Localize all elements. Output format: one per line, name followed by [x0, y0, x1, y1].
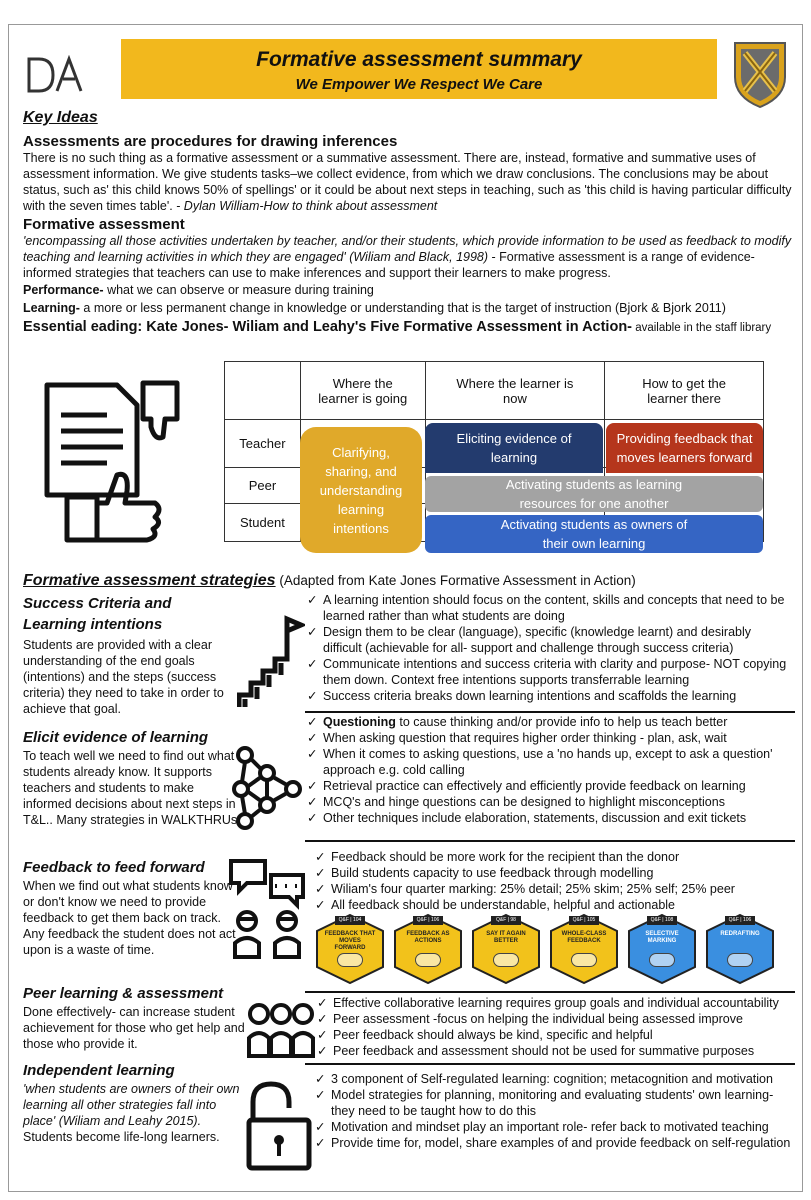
section-divider [305, 840, 795, 842]
bullets-feedback [315, 849, 793, 913]
assessments-body [23, 150, 793, 214]
bullet-item: ✓ Other techniques include elaboration, statements, discussion and exit tickets [307, 811, 747, 825]
essential-label: Essential eading: Kate Jones- Wiliam and Leahy's Five Formative Assessment in Action- [23, 319, 632, 335]
card-label: SELECTIVE MARKING [645, 931, 679, 944]
check-icon: ✓ [307, 625, 318, 639]
bullet-item: ✓ Peer feedback and assessment should not be used for summative purposes [317, 1044, 755, 1058]
card-illustration [337, 953, 363, 967]
section-title: Peer learning & assessment [23, 985, 224, 1002]
bullet-item: ✓ 3 component of Self-regulated learning: cognition; metacognition and motivation [315, 1072, 773, 1086]
assessments-text: There is no such thing as a formative assessment or a summative assessment. There are, instead, formative and summative uses of assessment information. We give students tasks–we collect evidence, from which we draw conclusions. The conclusions may be about status, such as' this child knows 50% of spellings' or it could be about next steps in teaching, such as 'this child is having particular difficulty with the seven times table'. [23, 151, 792, 213]
bullets-independent-learning [315, 1071, 793, 1151]
check-icon: ✓ [307, 811, 318, 825]
check-icon: ✓ [307, 715, 318, 729]
bullet-item: ✓ Peer feedback should always be kind, specific and helpful [317, 1028, 653, 1042]
assessments-heading: Assessments are procedures for drawing inferences [23, 133, 398, 150]
section-title: Success Criteria and Learning intentions [23, 595, 172, 633]
check-icon: ✓ [315, 1088, 326, 1102]
learning-label: Learning- [23, 301, 80, 315]
performance-line [23, 282, 793, 298]
card-illustration [415, 953, 441, 967]
bullets-success-criteria [307, 592, 793, 704]
bullet-item: ✓ Retrieval practice can effectively and efficiently provide feedback on learning [307, 779, 746, 793]
page-subtitle: We Empower We Respect We Care [295, 76, 543, 93]
school-crest-icon [731, 39, 789, 109]
section-quote: 'when students are owners of their own learning all other strategies fall into place' (Wiliam and Leahy 2015). [23, 1082, 240, 1128]
card-tag: Q&F | 106 [725, 916, 755, 925]
section-divider [305, 991, 795, 993]
walkthru-card [315, 913, 385, 985]
section-title: Independent learning [23, 1062, 175, 1079]
essential-reading-line [23, 318, 793, 337]
bullet-item: ✓ A learning intention should focus on the content, skills and concepts that need to be learned rather than what students are doing [307, 593, 785, 623]
grid-corner [225, 362, 301, 420]
check-icon: ✓ [315, 882, 326, 896]
card-illustration [493, 953, 519, 967]
people-talking-icon [227, 857, 307, 969]
performance-text: what we can observe or measure during training [103, 283, 374, 297]
learning-line [23, 300, 793, 316]
walkthru-card [627, 913, 697, 985]
bullet-item: ✓ Build students capacity to use feedback through modelling [315, 866, 654, 880]
strategies-heading-line [23, 572, 793, 590]
check-icon: ✓ [307, 795, 318, 809]
section-body: Students become life-long learners. [23, 1130, 220, 1144]
card-tag: Q&F | 105 [569, 916, 599, 925]
check-icon: ✓ [307, 731, 318, 745]
performance-label: Performance- [23, 283, 104, 297]
bullet-item: ✓ When it comes to asking questions, use a 'no hands up, except to ask a question' approach e.g. cold calling [307, 747, 773, 777]
cell-owners: Activating students as owners of their own learning [425, 515, 763, 553]
thumbs-document-icon [37, 375, 187, 545]
bullet-item: ✓ Questioning to cause thinking and/or provide info to help us teach better [307, 715, 728, 729]
formative-quote: 'encompassing all those activities undertaken by teacher, and/or their students, which provide information to be used as feedback to modify teaching and learning activities in which they are engaged' (Wiliam and Black, 1998) [23, 234, 792, 264]
bullet-item: ✓ Wiliam's four quarter marking: 25% detail; 25% skim; 25% self; 25% peer [315, 882, 735, 896]
cell-feedback: Providing feedback that moves learners forward [606, 423, 763, 473]
section-title: Elicit evidence of learning [23, 729, 209, 746]
check-icon: ✓ [315, 1136, 326, 1150]
grid-row-header: Teacher [225, 420, 301, 468]
summary-page [8, 24, 803, 1192]
page-title: Formative assessment summary [256, 48, 582, 71]
bullet-item: ✓ All feedback should be understandable, helpful and actionable [315, 898, 676, 912]
section-divider [305, 711, 795, 713]
bullet-item: ✓ Provide time for, model, share examples of and provide feedback on self-regulation [315, 1136, 791, 1150]
bullet-item: ✓ Design them to be clear (language), specific (knowledge learnt) and desirably difficult (achievable for all- support and challenge through success criteria) [307, 625, 752, 655]
card-tag: Q&F | 104 [335, 916, 365, 925]
card-illustration [649, 953, 675, 967]
grid-col-header: Where the learner is now [425, 362, 605, 420]
check-icon: ✓ [317, 1012, 328, 1026]
grid-row-header: Peer [225, 468, 301, 504]
bullet-item: ✓ Model strategies for planning, monitoring and evaluating students' own learning- they need to be taught how to do this [315, 1088, 774, 1118]
bullet-item: ✓ Motivation and mindset play an important role- refer back to motivated teaching [315, 1120, 769, 1134]
grid-col-header: How to get the learner there [605, 362, 764, 420]
check-icon: ✓ [307, 593, 318, 607]
stairs-flag-icon [237, 615, 305, 711]
check-icon: ✓ [317, 1044, 328, 1058]
group-people-icon [245, 1000, 317, 1062]
card-illustration [727, 953, 753, 967]
cell-peers: Activating students as learning resources for one another [425, 476, 763, 512]
check-icon: ✓ [317, 1028, 328, 1042]
card-label: SAY IT AGAIN BETTER [486, 931, 526, 944]
card-label: REDRAFTING [720, 931, 760, 937]
formative-heading: Formative assessment [23, 216, 185, 233]
bullets-peer-learning [317, 995, 793, 1059]
check-icon: ✓ [315, 850, 326, 864]
check-icon: ✓ [315, 866, 326, 880]
formative-text: - Formative assessment is a range of evidence-informed strategies that teachers can use to make inferences and support their learners to make progress. [23, 250, 755, 280]
essential-text: available in the staff library [632, 322, 772, 334]
grid-row-header: Student [225, 504, 301, 542]
card-label: WHOLE-CLASS FEEDBACK [561, 931, 607, 944]
walkthru-card [549, 913, 619, 985]
check-icon: ✓ [307, 689, 318, 703]
bullet-item: ✓ When asking question that requires higher order thinking - plan, ask, wait [307, 731, 727, 745]
bullet-item: ✓ Effective collaborative learning requires group goals and individual accountability [317, 996, 779, 1010]
section-divider [305, 1063, 795, 1065]
network-nodes-icon [231, 743, 303, 833]
section-body: To teach well we need to find out what students already know. It supports teachers and students to make informed decisions about next steps in T&L.. Many strategies in WALKTHRUs [23, 749, 238, 827]
grid-col-header: Where the learner is going [300, 362, 425, 420]
card-label: FEEDBACK THAT MOVES FORWARD [324, 931, 376, 951]
check-icon: ✓ [307, 779, 318, 793]
strategies-note: (Adapted from Kate Jones Formative Assessment in Action) [275, 573, 636, 588]
walkthru-card [471, 913, 541, 985]
walkthru-card [705, 913, 775, 985]
check-icon: ✓ [307, 657, 318, 671]
section-title: Feedback to feed forward [23, 859, 205, 876]
section-body: Done effectively- can increase student achievement for those who get help and those who provide it. [23, 1005, 245, 1051]
card-illustration [571, 953, 597, 967]
card-label: FEEDBACK AS ACTIONS [406, 931, 450, 944]
check-icon: ✓ [315, 1072, 326, 1086]
check-icon: ✓ [307, 747, 318, 761]
bullet-item: ✓ MCQ's and hinge questions can be designed to highlight misconceptions [307, 795, 725, 809]
bullet-item: ✓ Communicate intentions and success criteria with clarity and purpose- NOT copying them down. Context free intentions supports transferrable learning [307, 657, 787, 687]
section-body: Students are provided with a clear understanding of the end goals (intentions) and the steps (success criteria) they need to take in order to achieve that goal. [23, 638, 224, 716]
da-logo-icon [25, 55, 85, 95]
bullet-item: ✓ Peer assessment -focus on helping the individual being assessed improve [317, 1012, 743, 1026]
unlocked-padlock-icon [245, 1080, 313, 1172]
strategies-heading: Formative assessment strategies [23, 572, 276, 589]
cell-eliciting: Eliciting evidence of learning [425, 423, 603, 473]
check-icon: ✓ [315, 1120, 326, 1134]
card-tag: Q&F | 108 [647, 916, 677, 925]
bullet-item: ✓ Feedback should be more work for the recipient than the donor [315, 850, 680, 864]
check-icon: ✓ [317, 996, 328, 1010]
key-ideas-heading: Key Ideas [23, 109, 98, 126]
title-banner [121, 39, 717, 99]
card-tag: Q&F | 98 [491, 916, 521, 925]
learning-text: a more or less permanent change in knowledge or understanding that is the target of instruction (Bjork & Bjork 2011) [79, 301, 726, 315]
section-body: When we find out what students know or don't know we need to provide feedback to get them back on track. Any feedback the student does not act upon is a waste of time. [23, 879, 236, 957]
cell-clarifying: Clarifying, sharing, and understanding learning intentions [300, 427, 422, 553]
bullet-item: ✓ Success criteria breaks down learning intentions and scaffolds the learning [307, 689, 737, 703]
check-icon: ✓ [315, 898, 326, 912]
walkthru-card [393, 913, 463, 985]
formative-body [23, 233, 793, 281]
assessments-citation: - Dylan William-How to think about assessment [172, 199, 438, 213]
bullets-elicit-evidence [307, 714, 793, 826]
card-tag: Q&F | 106 [413, 916, 443, 925]
